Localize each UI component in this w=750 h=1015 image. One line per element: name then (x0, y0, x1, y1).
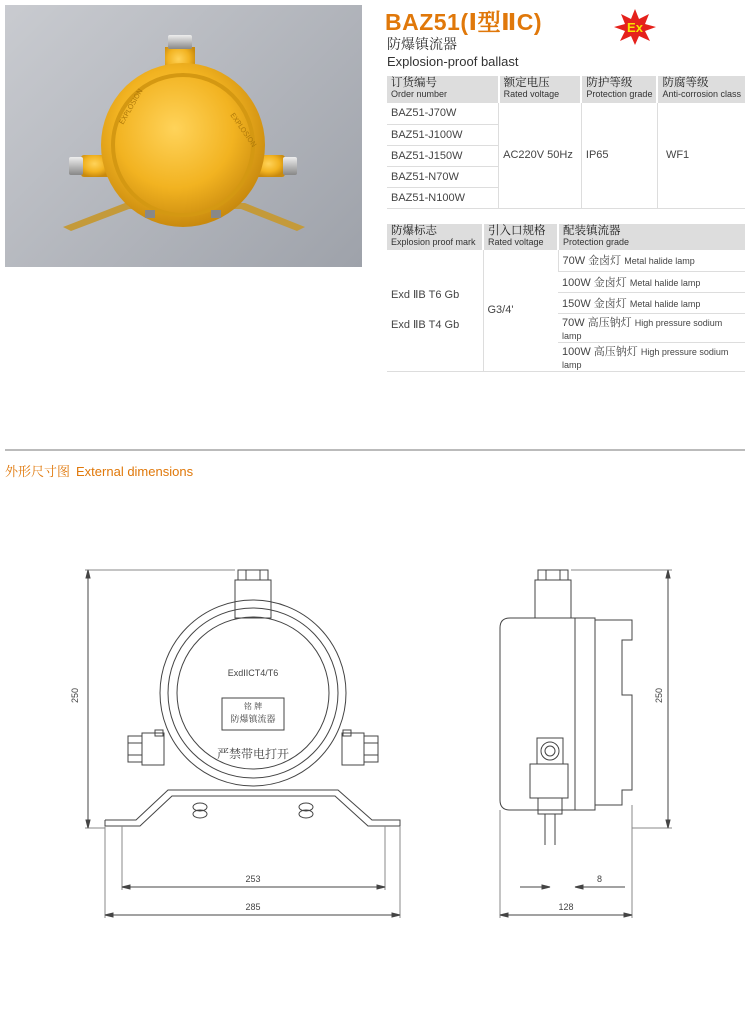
plate-line1-text: 铭 牌 (243, 702, 263, 711)
front-marking-text: ExdIICT4/T6 (227, 668, 279, 678)
product-name-cn: 防爆镇流器 (387, 36, 457, 52)
order-number-cell: BAZ51-N100W (387, 187, 499, 208)
product-model-title: BAZ51(Ⅰ型ⅡC) (385, 9, 542, 35)
order-number-cell: BAZ51-J70W (387, 103, 499, 124)
explosion-mark: Exd ⅡB T6 Gb (391, 289, 460, 302)
dimension-drawings (0, 490, 750, 930)
header-order-number: 订货编号 Order number (387, 76, 499, 103)
spec-table-ballast (387, 224, 745, 372)
ballast-item: 150W 金卤灯 Metal halide lamp (558, 292, 745, 313)
product-photo (5, 5, 362, 267)
dim-offset: 8 (597, 874, 603, 884)
entry-spec-cell: G3/4' (483, 250, 558, 371)
ballast-housing-image (5, 5, 362, 267)
protection-cell: IP65 (581, 103, 657, 208)
ballast-item: 100W 金卤灯 Metal halide lamp (558, 271, 745, 292)
product-name-en: Explosion-proof ballast (387, 54, 519, 69)
section-divider (5, 449, 745, 451)
header-protection-grade: 防护等级 Protection grade (581, 76, 657, 103)
dim-depth: 128 (558, 902, 574, 912)
order-number-cell: BAZ51-J100W (387, 124, 499, 145)
warning-text: 严禁带电打开 (216, 747, 290, 761)
section-title-cn: 外形尺寸图 (5, 464, 71, 479)
dim-outer-width: 285 (245, 902, 261, 912)
anticorrosion-cell: WF1 (657, 103, 745, 208)
ballast-item: 70W 金卤灯 Metal halide lamp (558, 250, 745, 271)
svg-text:EXPLOSION: EXPLOSION (117, 87, 145, 126)
dim-height-front: 250 (70, 687, 80, 703)
svg-text:Ex: Ex (627, 20, 643, 35)
header-ballast-type: 配装镇流器 Protection grade (558, 224, 745, 250)
dim-height-side: 250 (654, 687, 664, 703)
order-number-cell: BAZ51-N70W (387, 166, 499, 187)
front-view-drawing (70, 570, 400, 918)
header-rated-voltage: 额定电压 Rated voltage (499, 76, 582, 103)
order-number-cell: BAZ51-J150W (387, 145, 499, 166)
header-explosion-mark: 防爆标志 Explosion proof mark (387, 224, 483, 250)
plate-line2-text: 防爆镇流器 (230, 714, 276, 724)
ballast-item: 100W 高压钠灯 High pressure sodium lamp (558, 342, 745, 371)
header-entry-spec: 引入口规格 Rated voltage (483, 224, 558, 250)
side-view-drawing (500, 570, 672, 918)
ex-explosion-proof-logo (613, 8, 657, 46)
section-title (5, 461, 193, 480)
explosion-mark: Exd ⅡB T4 Gb (391, 319, 460, 332)
header-anticorrosion-class: 防腐等级 Anti-corrosion class (657, 76, 745, 103)
svg-text:EXPLOSION: EXPLOSION (228, 111, 258, 149)
section-title-en: External dimensions (76, 464, 194, 479)
ballast-item: 70W 高压钠灯 High pressure sodium lamp (558, 313, 745, 342)
explosion-marks-cell (387, 250, 483, 371)
voltage-cell: AC220V 50Hz (499, 103, 582, 208)
dim-inner-width: 253 (245, 874, 261, 884)
spec-table-order (387, 76, 745, 209)
